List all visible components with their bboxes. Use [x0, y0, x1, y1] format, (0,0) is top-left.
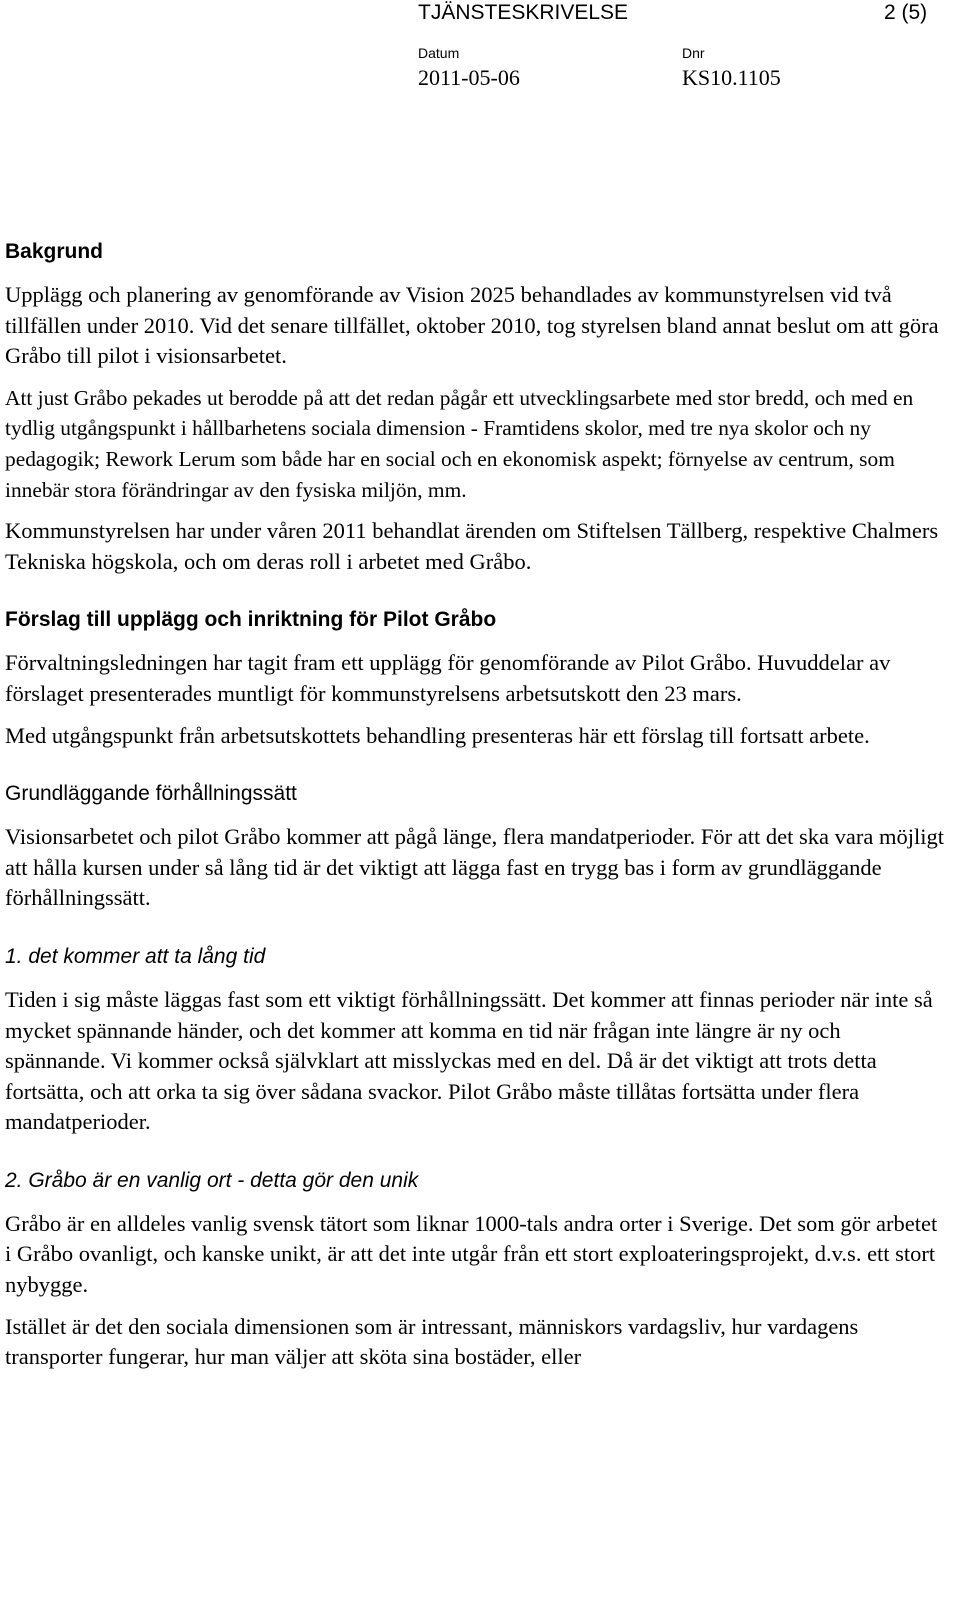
paragraph: Förvaltningsledningen har tagit fram ett upplägg för genomförande av Pilot Gråbo. Huvuddelar av förslaget presenterades muntligt för kommunstyrelsens arbetsutskott den 23 mars. [5, 650, 891, 706]
document-header [0, 0, 960, 100]
paragraph: Visionsarbetet och pilot Gråbo kommer att pågå länge, flera mandatperioder. För att det ska vara möjligt att hålla kursen under så lång tid är det viktigt att lägga fast en trygg bas i form av grundläggande förhållningssätt. [5, 824, 944, 911]
heading-forslag: Förslag till upplägg och inriktning för Pilot Gråbo [5, 608, 497, 632]
paragraph: Kommunstyrelsen har under våren 2011 behandlat ärenden om Stiftelsen Tällberg, respektive Chalmers Tekniska högskola, och om deras roll i arbetet med Gråbo. [5, 518, 939, 574]
document-body [5, 239, 945, 1373]
document-type: TJÄNSTESKRIVELSE [418, 1, 629, 24]
paragraph: Tiden i sig måste läggas fast som ett viktigt förhållningssätt. Det kommer att finnas perioder när inte så mycket spännande händer, och det kommer att komma en tid när frågan inte längre är ny och spännande. Vi kommer också självklart att misslyckas med en del. Då är det viktigt att trots detta fortsätta, och att orka ta sig över sådana svackor. Pilot Gråbo måste tillåtas fortsätta under flera mandatperioder. [5, 986, 933, 1135]
heading-bakgrund: Bakgrund [5, 240, 104, 263]
paragraph: Upplägg och planering av genomförande av Vision 2025 behandlades av kommunstyrelsen vid två tillfällen under 2010. Vid det senare tillfället, oktober 2010, tog styrelsen bland annat beslut om att göra Gråbo till pilot i visionsarbetet. [5, 282, 939, 369]
paragraph: Med utgångspunkt från arbetsutskottets behandling presenteras här ett förslag till fortsatt arbete. [5, 722, 870, 748]
heading-grundlaggande: Grundläggande förhållningssätt [5, 782, 297, 806]
dnr-value: KS10.1105 [682, 65, 781, 90]
paragraph: Gråbo är en alldeles vanlig svensk tätort som liknar 1000-tals andra orter i Sverige. Det som gör arbetet i Gråbo ovanligt, och kanske unikt, är att det inte utgår från ett stort exploateringsprojekt, d.v.s. ett stort nybygge. [5, 1210, 938, 1298]
date-value: 2011-05-06 [418, 65, 520, 90]
dnr-label: Dnr [682, 45, 705, 61]
date-label: Datum [418, 45, 460, 61]
heading-punkt-2: 2. Gråbo är en vanlig ort - detta gör den unik [5, 1168, 419, 1192]
paragraph: Att just Gråbo pekades ut berodde på att det redan pågår ett utvecklingsarbete med stor bredd, och med en tydlig utgångspunkt i hållbarhetens sociala dimension - Framtidens skolor, med tre nya skolor och ny pedagogik; Rework Lerum som både har en social och en ekonomisk aspekt; förnyelse av centrum, som innebär stora förändringar av den fysiska miljön, mm. [5, 385, 914, 502]
paragraph: Istället är det den sociala dimensionen som är intressant, människors vardagsliv, hur vardagens transporter fungerar, hur man väljer att sköta sina bostäder, eller [5, 1313, 859, 1370]
heading-punkt-1: 1. det kommer att ta lång tid [5, 944, 266, 968]
page-number: 2 (5) [884, 1, 928, 24]
